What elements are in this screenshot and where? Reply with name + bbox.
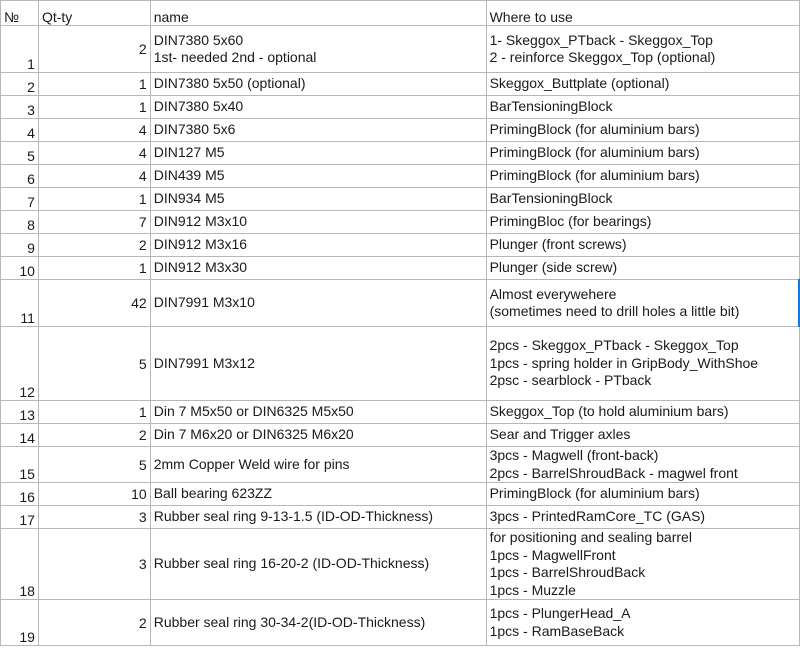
part-name-cell-line: Rubber seal ring 30-34-2(ID-OD-Thickness) [153, 613, 426, 630]
table-row [1, 73, 800, 96]
row-number-cell[interactable]: 17 [1, 506, 39, 529]
where-to-use-cell-line: Skeggox_Buttplate (optional) [489, 75, 670, 92]
row-number-cell[interactable]: 13 [1, 401, 39, 424]
where-to-use-cell-line: 2 - reinforce Skeggox_Top (optional) [489, 49, 716, 65]
row-number-cell[interactable]: 15 [1, 447, 39, 483]
where-to-use-cell[interactable] [486, 280, 799, 327]
quantity-cell[interactable]: 42 [38, 280, 150, 327]
part-name-cell[interactable] [150, 119, 486, 142]
table-row [1, 483, 800, 506]
where-to-use-cell[interactable] [486, 142, 799, 165]
where-to-use-cell[interactable] [486, 257, 799, 280]
part-name-cell-line: Rubber seal ring 16-20-2 (ID-OD-Thickness) [153, 555, 430, 572]
part-name-cell-line: Din 7 M5x50 or DIN6325 M5x50 [153, 403, 354, 420]
part-name-cell[interactable] [150, 327, 486, 401]
row-number-cell[interactable]: 7 [1, 188, 39, 211]
part-name-cell[interactable] [150, 529, 486, 600]
where-to-use-cell-line: PrimingBlock (for aluminium bars) [489, 121, 700, 138]
where-to-use-cell-line: PrimingBlock (for aluminium bars) [489, 144, 700, 161]
row-number-cell[interactable]: 16 [1, 483, 39, 506]
table-row [1, 165, 800, 188]
row-number-cell[interactable]: 5 [1, 142, 39, 165]
part-name-cell[interactable] [150, 234, 486, 257]
row-number-cell[interactable]: 11 [1, 280, 39, 327]
quantity-cell[interactable]: 1 [38, 401, 150, 424]
column-header-number[interactable]: № [1, 1, 39, 26]
where-to-use-cell-line: (sometimes need to drill holes a little bit) [489, 303, 740, 319]
row-number-cell[interactable]: 9 [1, 234, 39, 257]
quantity-cell[interactable]: 3 [38, 529, 150, 600]
where-to-use-cell[interactable] [486, 119, 799, 142]
where-to-use-cell-line: 1pcs - MagwellFront [489, 546, 616, 563]
quantity-cell[interactable]: 4 [38, 119, 150, 142]
part-name-cell-line: DIN912 M3x30 [153, 259, 248, 276]
where-to-use-cell-line: 3pcs - Magwell (front-back) [489, 447, 659, 463]
quantity-cell[interactable]: 1 [38, 257, 150, 280]
row-number-cell[interactable]: 18 [1, 529, 39, 600]
where-to-use-cell[interactable] [486, 506, 799, 529]
part-name-cell[interactable] [150, 506, 486, 529]
part-name-cell[interactable] [150, 188, 486, 211]
where-to-use-cell[interactable] [486, 600, 799, 646]
where-to-use-cell-line: Almost everywehere [489, 285, 617, 302]
quantity-cell[interactable]: 1 [38, 96, 150, 119]
part-name-cell-line: DIN7380 5x40 [153, 98, 244, 115]
part-name-cell-line: DIN127 M5 [153, 144, 225, 161]
table-row [1, 529, 800, 600]
column-header-quantity[interactable]: Qt-ty [38, 1, 150, 26]
part-name-cell-line: Rubber seal ring 9-13-1.5 (ID-OD-Thickness) [153, 508, 434, 525]
table-row [1, 424, 800, 447]
table-row [1, 119, 800, 142]
quantity-cell[interactable]: 2 [38, 424, 150, 447]
part-name-cell-line: DIN7380 5x60 [153, 31, 244, 48]
table-row [1, 447, 800, 483]
table-row [1, 600, 800, 646]
part-name-cell-line: DIN912 M3x10 [153, 213, 248, 230]
part-name-cell[interactable] [150, 600, 486, 646]
part-name-cell-line: DIN439 M5 [153, 167, 225, 184]
quantity-cell[interactable]: 4 [38, 165, 150, 188]
part-name-cell-line: Ball bearing 623ZZ [153, 485, 273, 502]
part-name-cell[interactable] [150, 96, 486, 119]
part-name-cell[interactable] [150, 211, 486, 234]
part-name-cell[interactable] [150, 165, 486, 188]
where-to-use-cell-line: 1pcs - Muzzle [489, 581, 576, 598]
where-to-use-cell[interactable] [486, 529, 799, 600]
part-name-cell[interactable] [150, 142, 486, 165]
row-number-cell[interactable]: 19 [1, 600, 39, 646]
table-row [1, 506, 800, 529]
table-row [1, 211, 800, 234]
part-name-cell[interactable] [150, 280, 486, 327]
table-row [1, 188, 800, 211]
part-name-cell-line: 1st- needed 2nd - optional [153, 49, 317, 65]
part-name-cell[interactable] [150, 424, 486, 447]
part-name-cell-line: DIN934 M5 [153, 190, 225, 207]
table-row [1, 96, 800, 119]
where-to-use-cell[interactable] [486, 424, 799, 447]
where-to-use-cell-line: 1pcs - spring holder in GripBody_WithShoe [489, 354, 759, 371]
where-to-use-cell-line: PrimingBloc (for bearings) [489, 213, 652, 230]
table-row [1, 280, 800, 327]
quantity-cell[interactable]: 3 [38, 506, 150, 529]
part-name-cell-line: DIN7380 5x6 [153, 121, 236, 138]
where-to-use-cell-line: 1- Skeggox_PTback - Skeggox_Top [489, 31, 713, 48]
where-to-use-cell-line: 1pcs - PlungerHead_A [489, 605, 631, 621]
table-row [1, 234, 800, 257]
row-number-cell[interactable]: 3 [1, 96, 39, 119]
where-to-use-cell[interactable] [486, 211, 799, 234]
where-to-use-cell-line: 3pcs - PrintedRamCore_TC (GAS) [489, 508, 706, 525]
quantity-cell[interactable]: 1 [38, 188, 150, 211]
row-number-cell[interactable]: 2 [1, 73, 39, 96]
where-to-use-cell-line: 1pcs - BarrelShroudBack [489, 564, 646, 580]
where-to-use-cell-line: 2pcs - BarrelShroudBack - magwel front [489, 464, 738, 481]
part-name-cell[interactable] [150, 447, 486, 483]
where-to-use-cell-line: PrimingBlock (for aluminium bars) [489, 167, 700, 184]
where-to-use-cell-line: Skeggox_Top (to hold aluminium bars) [489, 403, 729, 420]
quantity-cell[interactable]: 2 [38, 234, 150, 257]
where-to-use-cell-line: PrimingBlock (for aluminium bars) [489, 485, 700, 502]
where-to-use-cell[interactable] [486, 447, 799, 483]
where-to-use-cell-line: Plunger (front screws) [489, 236, 627, 253]
where-to-use-cell[interactable] [486, 96, 799, 119]
part-name-cell-line: Din 7 M6x20 or DIN6325 M6x20 [153, 426, 354, 443]
where-to-use-cell[interactable] [486, 327, 799, 401]
quantity-cell[interactable]: 5 [38, 447, 150, 483]
where-to-use-cell-line: BarTensioningBlock [489, 190, 613, 207]
row-number-cell[interactable]: 6 [1, 165, 39, 188]
where-to-use-cell-line: for positioning and sealing barrel [489, 529, 692, 545]
quantity-cell[interactable]: 4 [38, 142, 150, 165]
table-row [1, 26, 800, 73]
row-number-cell[interactable]: 10 [1, 257, 39, 280]
table-row [1, 142, 800, 165]
column-header-name[interactable]: name [150, 1, 486, 26]
column-header-where-to-use[interactable]: Where to use [486, 1, 799, 26]
part-name-cell[interactable] [150, 483, 486, 506]
where-to-use-cell[interactable] [486, 188, 799, 211]
where-to-use-cell[interactable] [486, 165, 799, 188]
where-to-use-cell-line: 2pcs - Skeggox_PTback - Skeggox_Top [489, 337, 739, 354]
where-to-use-cell[interactable] [486, 26, 799, 73]
quantity-cell[interactable]: 2 [38, 26, 150, 73]
part-name-cell-line: DIN912 M3x16 [153, 236, 248, 253]
where-to-use-cell[interactable] [486, 483, 799, 506]
row-number-cell[interactable]: 8 [1, 211, 39, 234]
row-number-cell[interactable]: 1 [1, 26, 39, 73]
where-to-use-cell[interactable] [486, 73, 799, 96]
quantity-cell[interactable]: 2 [38, 600, 150, 646]
where-to-use-cell-line: 2psc - searblock - PTback [489, 372, 652, 389]
part-name-cell[interactable] [150, 26, 486, 73]
part-name-cell[interactable] [150, 257, 486, 280]
part-name-cell-line: DIN7991 M3x12 [153, 354, 255, 371]
table-row [1, 327, 800, 401]
quantity-cell[interactable]: 5 [38, 327, 150, 401]
where-to-use-cell-line: Plunger (side screw) [489, 259, 618, 276]
part-name-cell-line: DIN7380 5x50 (optional) [153, 75, 306, 92]
table-row [1, 257, 800, 280]
row-number-cell[interactable]: 4 [1, 119, 39, 142]
part-name-cell[interactable] [150, 73, 486, 96]
quantity-cell[interactable]: 7 [38, 211, 150, 234]
where-to-use-cell[interactable] [486, 401, 799, 424]
quantity-cell[interactable]: 1 [38, 73, 150, 96]
where-to-use-cell-line: Sear and Trigger axles [489, 426, 631, 443]
header-row [1, 1, 800, 26]
table-row [1, 401, 800, 424]
part-name-cell[interactable] [150, 401, 486, 424]
row-number-cell[interactable]: 12 [1, 327, 39, 401]
quantity-cell[interactable]: 10 [38, 483, 150, 506]
part-name-cell-line: DIN7991 M3x10 [153, 294, 255, 311]
part-name-cell-line: 2mm Copper Weld wire for pins [153, 455, 350, 472]
row-number-cell[interactable]: 14 [1, 424, 39, 447]
where-to-use-cell[interactable] [486, 234, 799, 257]
where-to-use-cell-line: BarTensioningBlock [489, 98, 613, 115]
where-to-use-cell-line: 1pcs - RamBaseBack [489, 622, 625, 639]
